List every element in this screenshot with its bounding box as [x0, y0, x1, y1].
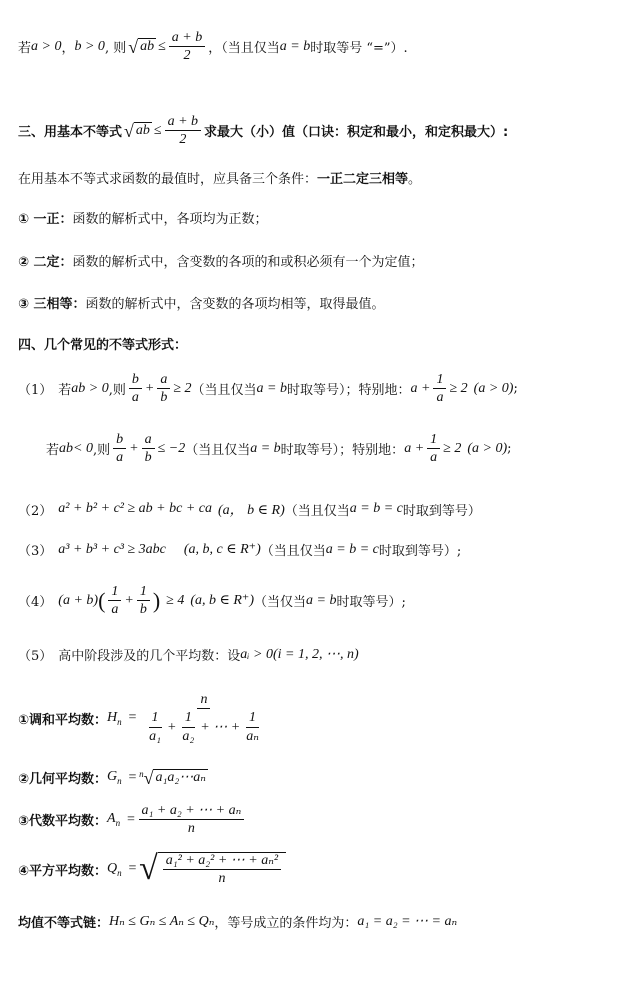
formula-2	[18, 499, 481, 519]
numerator: a + b	[169, 30, 205, 47]
text: ,则	[92, 443, 111, 459]
text: ;	[513, 381, 518, 397]
section-3-heading	[18, 114, 508, 148]
paren-close: )	[152, 587, 161, 613]
numerator: a	[157, 372, 170, 389]
text: （当仅当	[254, 595, 307, 611]
math: (a, b ∈ R⁺)	[190, 593, 254, 609]
math: a = b	[279, 38, 311, 54]
denominator: a₁	[149, 728, 161, 744]
math: a₁ = a₂ = ⋯ = aₙ	[357, 914, 458, 929]
item-number: （3）	[18, 544, 53, 559]
radicand: ab	[135, 122, 150, 138]
fraction	[142, 432, 155, 466]
numerator: 1	[182, 710, 195, 727]
sqrt: √ ab	[124, 120, 150, 141]
bold-text: 一正二定三相等	[317, 172, 409, 187]
bold-text: ① 一正：	[18, 212, 73, 227]
symbol	[107, 769, 122, 786]
math: a +	[404, 440, 425, 456]
symbol	[107, 710, 122, 727]
condition-1	[18, 208, 268, 227]
bold-text: 均值不等式链：	[18, 916, 110, 931]
text: （当且仅当	[284, 503, 350, 519]
denominator: aₙ	[246, 728, 259, 744]
text: 时取等号）;	[336, 595, 406, 611]
math: (a > 0)	[467, 440, 508, 456]
denominator: 2	[179, 132, 187, 148]
radicand	[158, 852, 286, 887]
text: 若	[58, 383, 72, 399]
letter: A	[107, 811, 116, 827]
denominator: a	[131, 390, 139, 406]
text: 时取等号 “=”）.	[310, 41, 408, 57]
letter: Q	[107, 860, 118, 876]
numerator: 1	[108, 584, 121, 601]
fraction	[139, 803, 245, 837]
bold-text: ④平方平均数：	[18, 863, 108, 879]
math: ≤ −2	[157, 440, 186, 456]
math: (a + b)	[58, 592, 99, 608]
text: 时取到等号）;	[378, 544, 462, 559]
text: 时取到等号）	[402, 503, 481, 519]
math: +	[166, 719, 177, 735]
quadratic-mean	[18, 852, 288, 887]
numerator: 1	[427, 432, 440, 449]
text: 函数的解析式中，含变数的各项均相等，取得最值。	[85, 297, 385, 312]
fraction	[137, 584, 150, 618]
math: a = b	[256, 380, 287, 396]
math: a = b = c	[325, 541, 379, 557]
text: （当且仅当	[185, 443, 251, 459]
math: +	[129, 440, 139, 456]
text: ，等号成立的条件均为：	[214, 916, 358, 931]
math: Hₙ ≤ Gₙ ≤ Aₙ ≤ Qₙ	[109, 914, 215, 929]
math: ≥ 2	[449, 380, 468, 396]
symbol	[107, 811, 120, 828]
math: ≥ 4	[166, 592, 185, 608]
bold-text: ③代数平均数：	[18, 814, 108, 830]
denominator: a	[430, 450, 438, 466]
numerator: b	[113, 432, 126, 449]
fraction	[108, 584, 121, 618]
numerator: a₁² + a₂² + ⋯ + aₙ²	[163, 853, 281, 870]
intro-line	[18, 168, 421, 187]
formula-1	[18, 372, 518, 406]
sqrt: √ ab	[128, 36, 155, 57]
denominator: n	[218, 871, 226, 887]
fraction	[165, 114, 201, 148]
text: ;	[507, 441, 512, 457]
mean-inequality-chain	[18, 912, 457, 931]
radicand: ab	[140, 38, 155, 54]
fraction	[157, 372, 170, 406]
subscript: n	[117, 716, 122, 727]
numerator: b	[129, 372, 142, 389]
paren-open: (	[98, 587, 106, 613]
math: =	[127, 769, 138, 785]
fraction	[427, 432, 440, 466]
denominator: a	[111, 602, 119, 618]
math: =	[126, 811, 136, 827]
math: ab< 0	[59, 440, 93, 456]
bold-text: ③ 三相等：	[18, 297, 86, 312]
item-number: （1）	[18, 383, 53, 399]
text: 高中阶段涉及的几个平均数：设	[58, 649, 241, 664]
text: 函数的解析式中，含变数的各项的和或积必须有一个为定值；	[72, 255, 424, 270]
math: (a， b ∈ R)	[218, 503, 285, 518]
item-number: （2）	[18, 503, 53, 519]
text: 四、几个常见的不等式形式：	[18, 338, 188, 353]
math: +	[124, 592, 134, 608]
formula-5	[18, 645, 359, 664]
condition-2	[18, 251, 424, 270]
symbol	[107, 861, 122, 878]
fraction	[129, 372, 142, 406]
numerator: a₁ + a₂ + ⋯ + aₙ	[139, 803, 245, 820]
math: (a, b, c ∈ R⁺)	[183, 542, 261, 557]
item-number: （5）	[18, 649, 53, 664]
denominator: b	[144, 450, 152, 466]
fraction	[140, 692, 268, 744]
fraction	[433, 372, 446, 406]
geometric-mean	[18, 768, 210, 787]
numerator: a + b	[165, 114, 201, 131]
text: ，（当且仅当	[208, 41, 280, 57]
math: =	[127, 861, 138, 877]
denominator: 2	[183, 48, 191, 64]
math: a > 0	[31, 38, 62, 54]
math: ab > 0	[71, 380, 109, 396]
numerator: 1	[149, 710, 162, 727]
text: 三、用基本不等式	[18, 125, 123, 141]
nth-root: n √ a₁a₂⋯aₙ	[139, 767, 206, 788]
math: ≥ 2	[443, 440, 462, 456]
text: 若	[46, 443, 60, 459]
text: 在用基本不等式求函数的最值时，应具备三个条件：	[18, 172, 318, 187]
math: a = b	[306, 592, 337, 608]
arithmetic-mean	[18, 803, 247, 837]
fraction	[169, 30, 205, 64]
text: （当且仅当	[191, 383, 257, 399]
math: b > 0	[74, 38, 105, 54]
text: 时取等号）；特别地：	[287, 383, 411, 399]
letter: G	[107, 769, 118, 785]
text: ，	[61, 41, 75, 57]
text: ,则	[108, 383, 126, 399]
radicand: a₁a₂⋯aₙ	[155, 769, 206, 785]
denominator: a	[116, 450, 124, 466]
denominator: a	[436, 390, 444, 406]
sqrt: √ $\frac{\text{a₁² + a₂² + ⋯ + aₙ²}}{n}$	[139, 852, 286, 887]
text: , 则	[104, 41, 127, 57]
root-index: n	[139, 768, 144, 779]
subscript: n	[117, 867, 122, 878]
formula-4	[18, 584, 406, 618]
math: + ⋯ +	[200, 719, 241, 735]
math: a +	[410, 380, 431, 396]
fraction	[146, 710, 164, 744]
text: 时取等号）；特别地：	[280, 443, 405, 459]
math: a³ + b³ + c³ ≥ 3abc	[58, 541, 166, 557]
text: 函数的解析式中，各项均为正数；	[72, 212, 268, 227]
denominator: b	[160, 390, 168, 406]
condition-3	[18, 293, 385, 312]
math: a² + b² + c² ≥ ab + bc + ca	[58, 501, 212, 516]
denominator: n	[187, 821, 195, 837]
bold-text: ①调和平均数：	[18, 712, 108, 728]
fraction	[163, 853, 281, 887]
denominator	[140, 709, 268, 744]
text: 。	[408, 172, 422, 187]
numerator: n	[197, 692, 210, 709]
text: 求最大（小）值（口诀：积定和最小，和定积最大）:	[204, 125, 509, 141]
item-number: （4）	[18, 595, 53, 611]
formula-3	[18, 540, 461, 559]
fraction	[243, 710, 262, 744]
numerator: 1	[137, 584, 150, 601]
text: 若	[18, 41, 32, 57]
math: (a > 0)	[473, 380, 514, 396]
bold-text: ②几何平均数：	[18, 772, 108, 787]
fraction	[179, 710, 197, 744]
math: =	[127, 710, 138, 726]
math: aᵢ > 0(i = 1, 2, ⋯, n)	[240, 647, 359, 662]
numerator: a	[142, 432, 155, 449]
subscript: n	[115, 818, 121, 829]
numerator: 1	[433, 372, 446, 389]
math: ≤	[158, 38, 166, 54]
denominator: b	[139, 602, 147, 618]
harmonic-mean	[18, 692, 271, 744]
math: ≥ 2	[173, 380, 192, 396]
formula-1b	[46, 432, 512, 466]
section-4-heading	[18, 334, 187, 353]
denominator: a₂	[182, 728, 195, 744]
math: a = b	[250, 440, 281, 456]
math: +	[144, 380, 155, 396]
math: ≤	[153, 122, 162, 138]
subscript: n	[117, 775, 122, 786]
text: （当且仅当	[260, 544, 326, 559]
bold-text: ② 二定：	[18, 255, 73, 270]
fraction	[113, 432, 126, 466]
math: a = b = c	[349, 501, 403, 516]
basic-inequality-line	[18, 30, 408, 64]
letter: H	[107, 709, 118, 725]
numerator: 1	[246, 710, 259, 727]
